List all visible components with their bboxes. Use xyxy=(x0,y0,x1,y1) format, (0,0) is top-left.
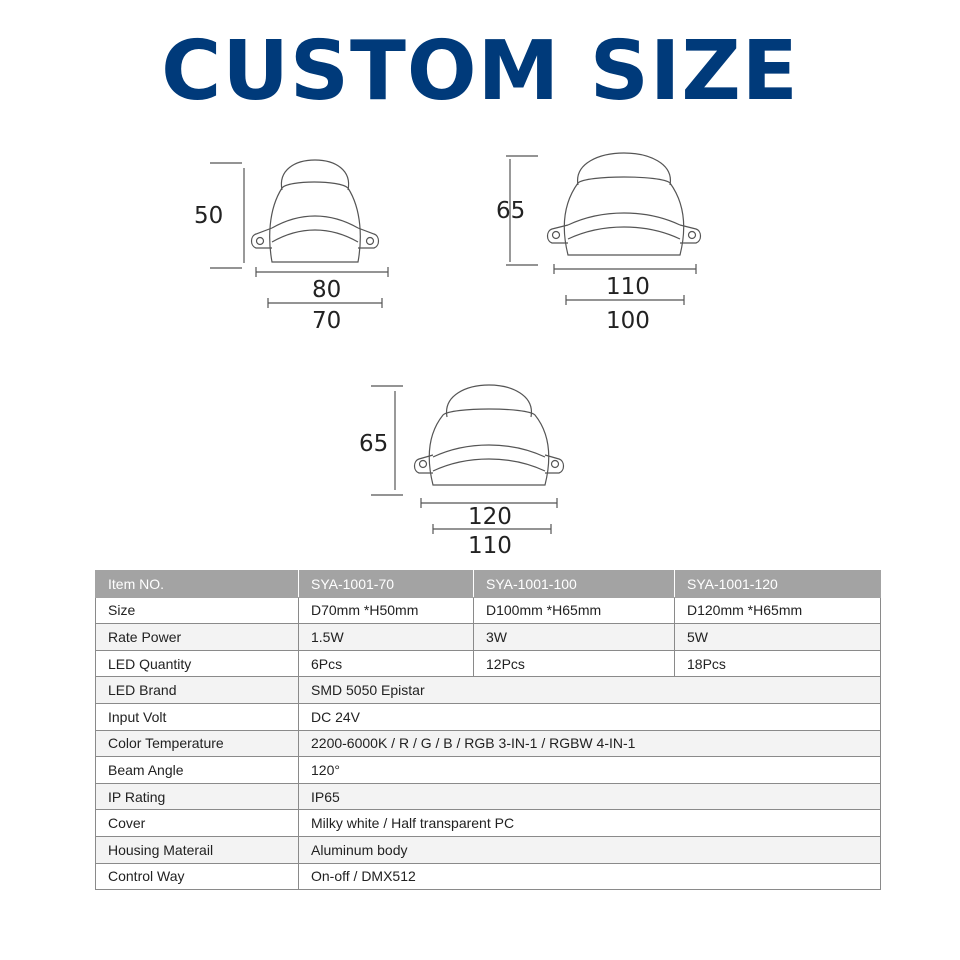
cell-value: 1.5W xyxy=(299,624,474,651)
cell-value: 6Pcs xyxy=(299,650,474,677)
spec-table xyxy=(95,570,881,890)
row-label: Beam Angle xyxy=(96,757,299,784)
table-row xyxy=(96,624,881,651)
table-row xyxy=(96,703,881,730)
width-outer-label-100: 110 xyxy=(606,274,650,300)
header-model-100: SYA-1001-100 xyxy=(474,571,675,598)
cell-value: 120° xyxy=(299,757,881,784)
cell-value: Milky white / Half transparent PC xyxy=(299,810,881,837)
table-row xyxy=(96,783,881,810)
width-inner-label-120: 110 xyxy=(468,533,512,559)
cell-value: 3W xyxy=(474,624,675,651)
cell-value: IP65 xyxy=(299,783,881,810)
height-label-100: 65 xyxy=(496,198,526,224)
row-label: LED Quantity xyxy=(96,650,299,677)
width-inner-label-70: 70 xyxy=(312,308,342,334)
row-label: Control Way xyxy=(96,863,299,890)
row-label: Input Volt xyxy=(96,703,299,730)
row-label: Housing Materail xyxy=(96,836,299,863)
product-drawing-120 xyxy=(355,375,585,560)
table-row xyxy=(96,810,881,837)
table-row xyxy=(96,757,881,784)
product-drawing-100 xyxy=(490,145,720,340)
cell-value: Aluminum body xyxy=(299,836,881,863)
cell-value: 18Pcs xyxy=(675,650,881,677)
cell-value: DC 24V xyxy=(299,703,881,730)
cell-value: SMD 5050 Epistar xyxy=(299,677,881,704)
product-drawing-70 xyxy=(190,150,410,340)
row-label: IP Rating xyxy=(96,783,299,810)
table-row xyxy=(96,597,881,624)
header-item-no: Item NO. xyxy=(96,571,299,598)
table-row xyxy=(96,863,881,890)
cell-value: 2200-6000K / R / G / B / RGB 3-IN-1 / RGBW 4-IN-1 xyxy=(299,730,881,757)
cell-value: D100mm *H65mm xyxy=(474,597,675,624)
header-model-70: SYA-1001-70 xyxy=(299,571,474,598)
table-row xyxy=(96,677,881,704)
row-label: Color Temperature xyxy=(96,730,299,757)
table-header-row xyxy=(96,571,881,598)
header-model-120: SYA-1001-120 xyxy=(675,571,881,598)
table-row xyxy=(96,836,881,863)
cell-value: D120mm *H65mm xyxy=(675,597,881,624)
table-row xyxy=(96,730,881,757)
row-label: LED Brand xyxy=(96,677,299,704)
cell-value: 5W xyxy=(675,624,881,651)
row-label: Cover xyxy=(96,810,299,837)
table-row xyxy=(96,650,881,677)
height-label-120: 65 xyxy=(359,431,389,457)
cell-value: D70mm *H50mm xyxy=(299,597,474,624)
height-label-70: 50 xyxy=(194,203,224,229)
row-label: Rate Power xyxy=(96,624,299,651)
width-outer-label-70: 80 xyxy=(312,277,342,303)
width-outer-label-120: 120 xyxy=(468,504,512,530)
cell-value: On-off / DMX512 xyxy=(299,863,881,890)
page-title: CUSTOM SIZE xyxy=(161,24,799,119)
width-inner-label-100: 100 xyxy=(606,308,650,334)
row-label: Size xyxy=(96,597,299,624)
cell-value: 12Pcs xyxy=(474,650,675,677)
